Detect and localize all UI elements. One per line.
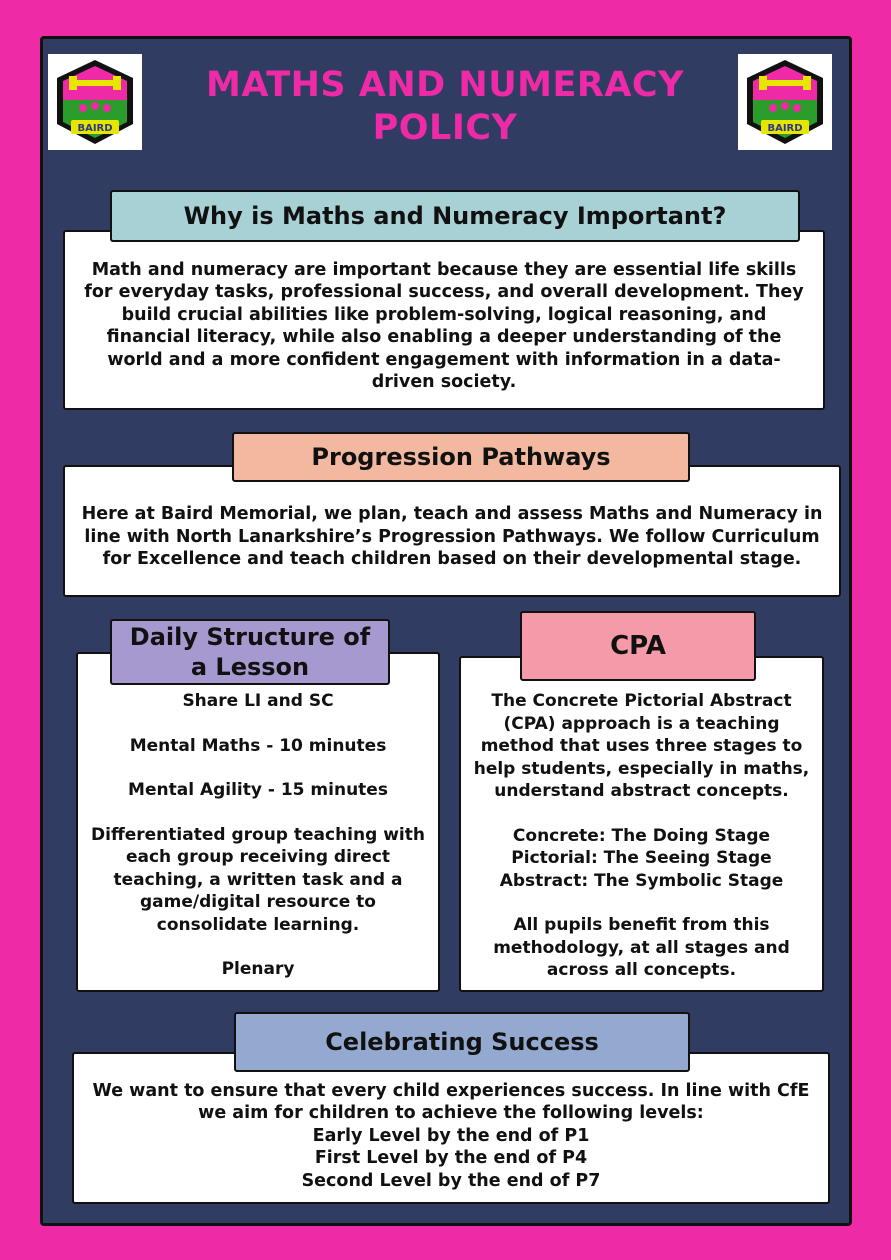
logo-text: BAIRD bbox=[767, 123, 803, 134]
celebrating-intro: We want to ensure that every child experiences success. In line with CfE we aim for children to achieve the following levels: bbox=[92, 1080, 810, 1124]
daily-box bbox=[76, 652, 440, 992]
level-item: Second Level by the end of P7 bbox=[301, 1170, 601, 1191]
daily-heading: Daily Structure of a Lesson bbox=[110, 619, 390, 685]
daily-item: Mental Maths - 10 minutes bbox=[129, 735, 387, 756]
celebrating-box bbox=[72, 1052, 830, 1204]
baird-crest-icon bbox=[53, 58, 137, 146]
page-title: MATHS AND NUMERACY POLICY bbox=[206, 65, 684, 148]
daily-item: Plenary bbox=[221, 959, 295, 979]
logo-text: BAIRD bbox=[77, 123, 113, 134]
baird-crest-icon bbox=[743, 58, 827, 146]
celebrating-heading: Celebrating Success bbox=[234, 1012, 690, 1072]
daily-item: Differentiated group teaching with each group receiving direct teaching, a written task and a game/digital resource to consolidate learning. bbox=[91, 824, 425, 935]
school-logo-left bbox=[48, 54, 142, 150]
cpa-intro: The Concrete Pictorial Abstract (CPA) approach is a teaching method that uses three stages to help students, especially in maths, understand abstract concepts. bbox=[473, 691, 810, 801]
progression-box bbox=[63, 465, 841, 597]
daily-item: Mental Agility - 15 minutes bbox=[128, 780, 388, 800]
level-item: Early Level by the end of P1 bbox=[312, 1125, 590, 1146]
cpa-box bbox=[459, 656, 824, 992]
why-heading: Why is Maths and Numeracy Important? bbox=[110, 190, 800, 242]
progression-heading: Progression Pathways bbox=[232, 432, 690, 482]
school-logo-right bbox=[738, 54, 832, 150]
why-body: Math and numeracy are important because they are essential life skills for everyday tasks, professional success, and overall development. They build crucial abilities like problem-solving, logical reasoning, and financial literacy, while also enabling a deeper understanding of the world and a more confident engagement with information in a data-driven society. bbox=[84, 259, 804, 392]
cpa-heading: CPA bbox=[520, 611, 756, 681]
cpa-stages: Concrete: The Doing Stage Pictorial: The Seeing Stage Abstract: The Symbolic Stage bbox=[499, 825, 784, 891]
cpa-outro: All pupils benefit from this methodology, at all stages and across all concepts. bbox=[493, 915, 790, 980]
progression-body: Here at Baird Memorial, we plan, teach and assess Maths and Numeracy in line with North Lanarkshire’s Progression Pathways. We follow Curriculum for Excellence and teach children based on their developmental stage. bbox=[81, 504, 823, 570]
level-item: First Level by the end of P4 bbox=[314, 1148, 588, 1169]
why-box bbox=[63, 230, 825, 410]
daily-item: Share LI and SC bbox=[182, 691, 334, 711]
